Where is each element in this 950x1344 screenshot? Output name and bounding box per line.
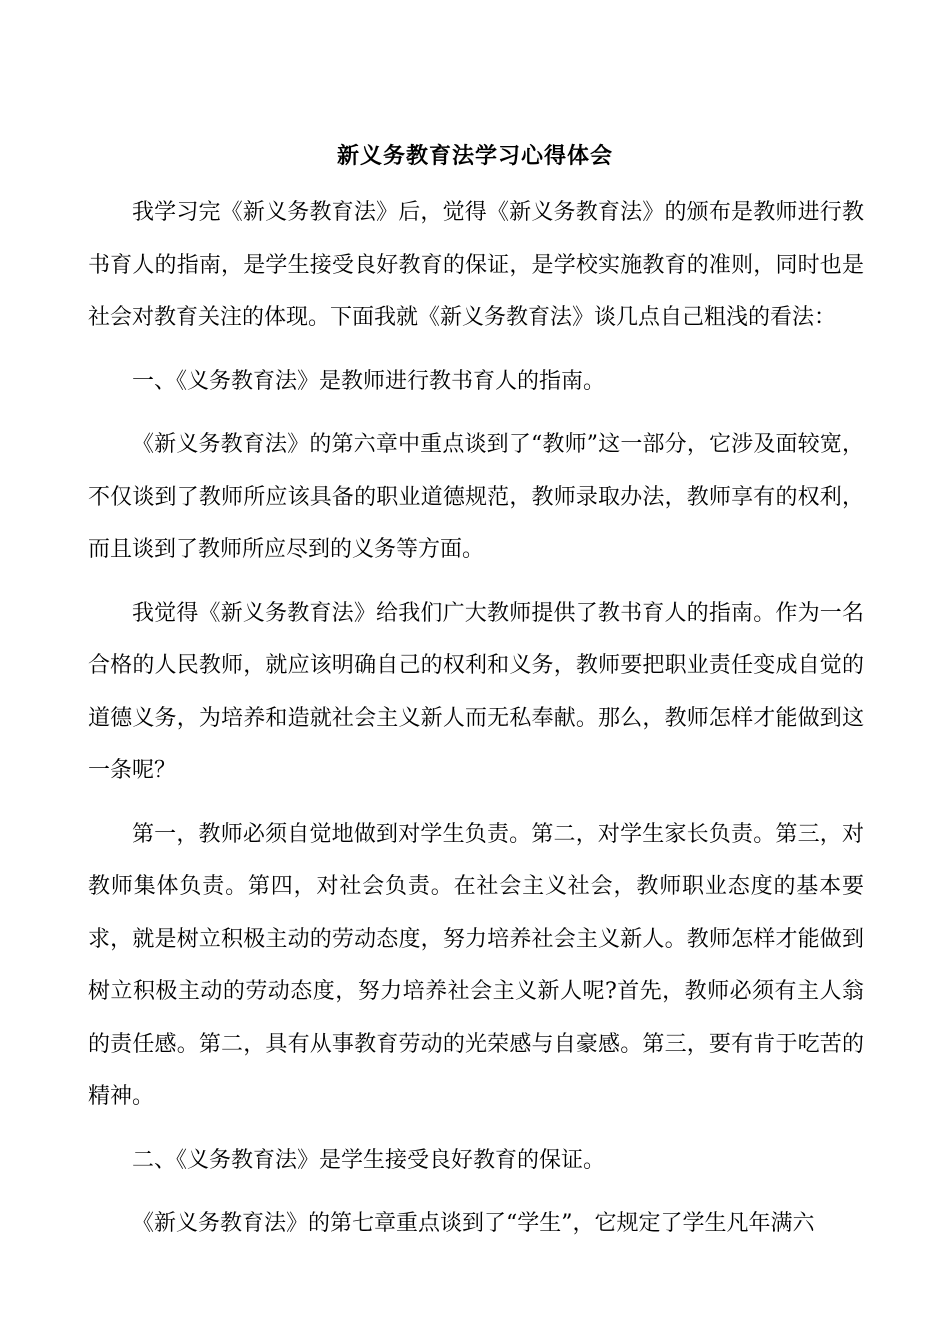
document-title: 新义务教育法学习心得体会 (336, 143, 613, 169)
paragraph-chapter-six: 《新义务教育法》的第六章中重点谈到了“教师”这一部分，它涉及面较宽，不仅谈到了教师所应该具备的职业道德规范，教师录取办法，教师享有的权利，而且谈到了教师所应尽到的义务等方面。 (88, 432, 864, 562)
paragraph-guidance: 我觉得《新义务教育法》给我们广大教师提供了教书育人的指南。作为一名合格的人民教师，就应该明确自己的权利和义务，教师要把职业责任变成自觉的道德义务，为培养和造就社会主义新人而无私奉献。那么，教师怎样才能做到这一条呢？ (88, 600, 864, 783)
paragraph-chapter-seven: 《新义务教育法》的第七章重点谈到了“学生”，它规定了学生凡年满六 (132, 1211, 815, 1236)
paragraph-responsibilities: 第一，教师必须自觉地做到对学生负责。第二，对学生家长负责。第三，对教师集体负责。第四，对社会负责。在社会主义社会，教师职业态度的基本要求，就是树立积极主动的劳动态度，努力培养社会主义新人。教师怎样才能做到树立积极主动的劳动态度，努力培养社会主义新人呢?首先，教师必须有主人翁的责任感。第二，具有从事教育劳动的光荣感与自豪感。第三，要有肯于吃苦的精神。 (88, 821, 864, 1109)
document-body (88, 187, 864, 1262)
paragraph-heading-one: 一、《义务教育法》是教师进行教书育人的指南。 (132, 368, 606, 394)
paragraph-heading-two: 二、《义务教育法》是学生接受良好教育的保证。 (132, 1147, 606, 1173)
paragraph-intro: 我学习完《新义务教育法》后，觉得《新义务教育法》的颁布是教师进行教书育人的指南，是学生接受良好教育的保证，是学校实施教育的准则，同时也是社会对教育关注的体现。下面我就《新义务教育法》谈几点自己粗浅的看法： (88, 200, 864, 330)
